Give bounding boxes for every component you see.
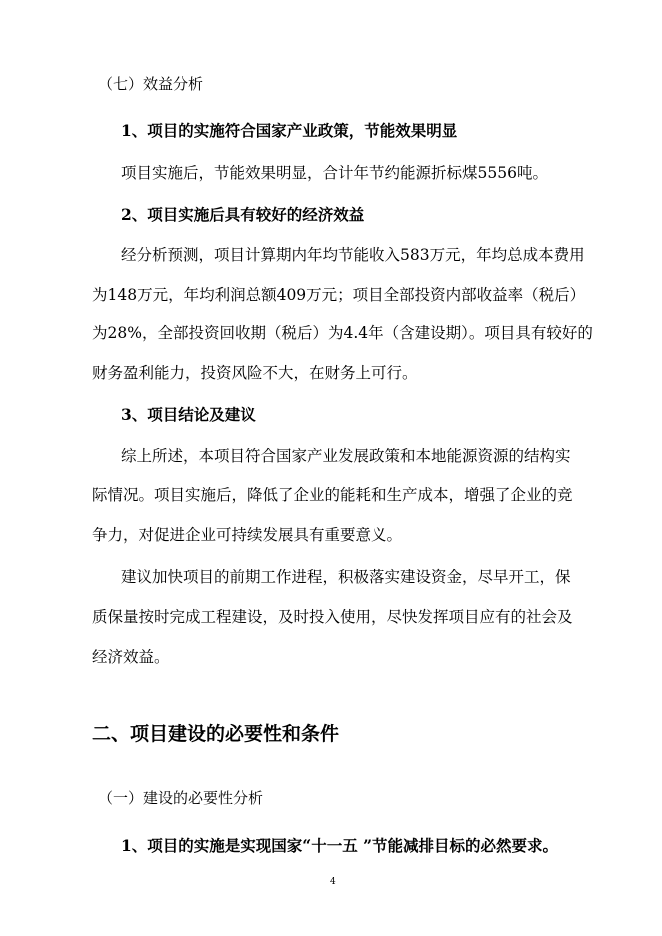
paragraph-economic-line-4: 财务盈利能力，投资风险不大，在财务上可行。 xyxy=(92,364,418,382)
subheading-policy-compliance: 1、项目的实施符合国家产业政策，节能效果明显 xyxy=(121,121,458,140)
paragraph-suggestion-line-3: 经济效益。 xyxy=(92,648,170,666)
paragraph-economic-line-2: 为148万元，年均利润总额409万元；项目全部投资内部收益率（税后） xyxy=(92,286,586,304)
section-heading-effect-analysis: （七）效益分析 xyxy=(98,75,204,93)
paragraph-energy-saving: 项目实施后，节能效果明显，合计年节约能源折标煤5556吨。 xyxy=(121,164,548,182)
page-number: 4 xyxy=(330,877,336,887)
paragraph-suggestion-line-2: 质保量按时完成工程建设，及时投入使用，尽快发挥项目应有的社会及 xyxy=(92,608,573,626)
paragraph-conclusion-line-2: 际情况。项目实施后，降低了企业的能耗和生产成本，增强了企业的竞 xyxy=(92,486,573,504)
subheading-conclusion: 3、项目结论及建议 xyxy=(121,405,256,424)
paragraph-conclusion-line-3: 争力，对促进企业可持续发展具有重要意义。 xyxy=(92,526,403,544)
subheading-economic-benefit: 2、项目实施后具有较好的经济效益 xyxy=(121,205,365,224)
subheading-national-target: 1、项目的实施是实现国家“十一五 ”节能减排目标的必然要求。 xyxy=(121,836,559,855)
paragraph-conclusion-line-1: 综上所述，本项目符合国家产业发展政策和本地能源资源的结构实 xyxy=(121,447,571,465)
paragraph-suggestion-line-1: 建议加快项目的前期工作进程，积极落实建设资金，尽早开工，保 xyxy=(121,568,571,586)
paragraph-economic-line-1: 经分析预测，项目计算期内年均节能收入583万元，年均总成本费用 xyxy=(121,246,585,264)
paragraph-economic-line-3: 为28%，全部投资回收期（税后）为4.4年（含建设期）。项目具有较好的 xyxy=(92,324,593,342)
section-heading-necessity-analysis: （一）建设的必要性分析 xyxy=(98,789,264,807)
chapter-heading-necessity-conditions: 二、项目建设的必要性和条件 xyxy=(92,723,340,745)
